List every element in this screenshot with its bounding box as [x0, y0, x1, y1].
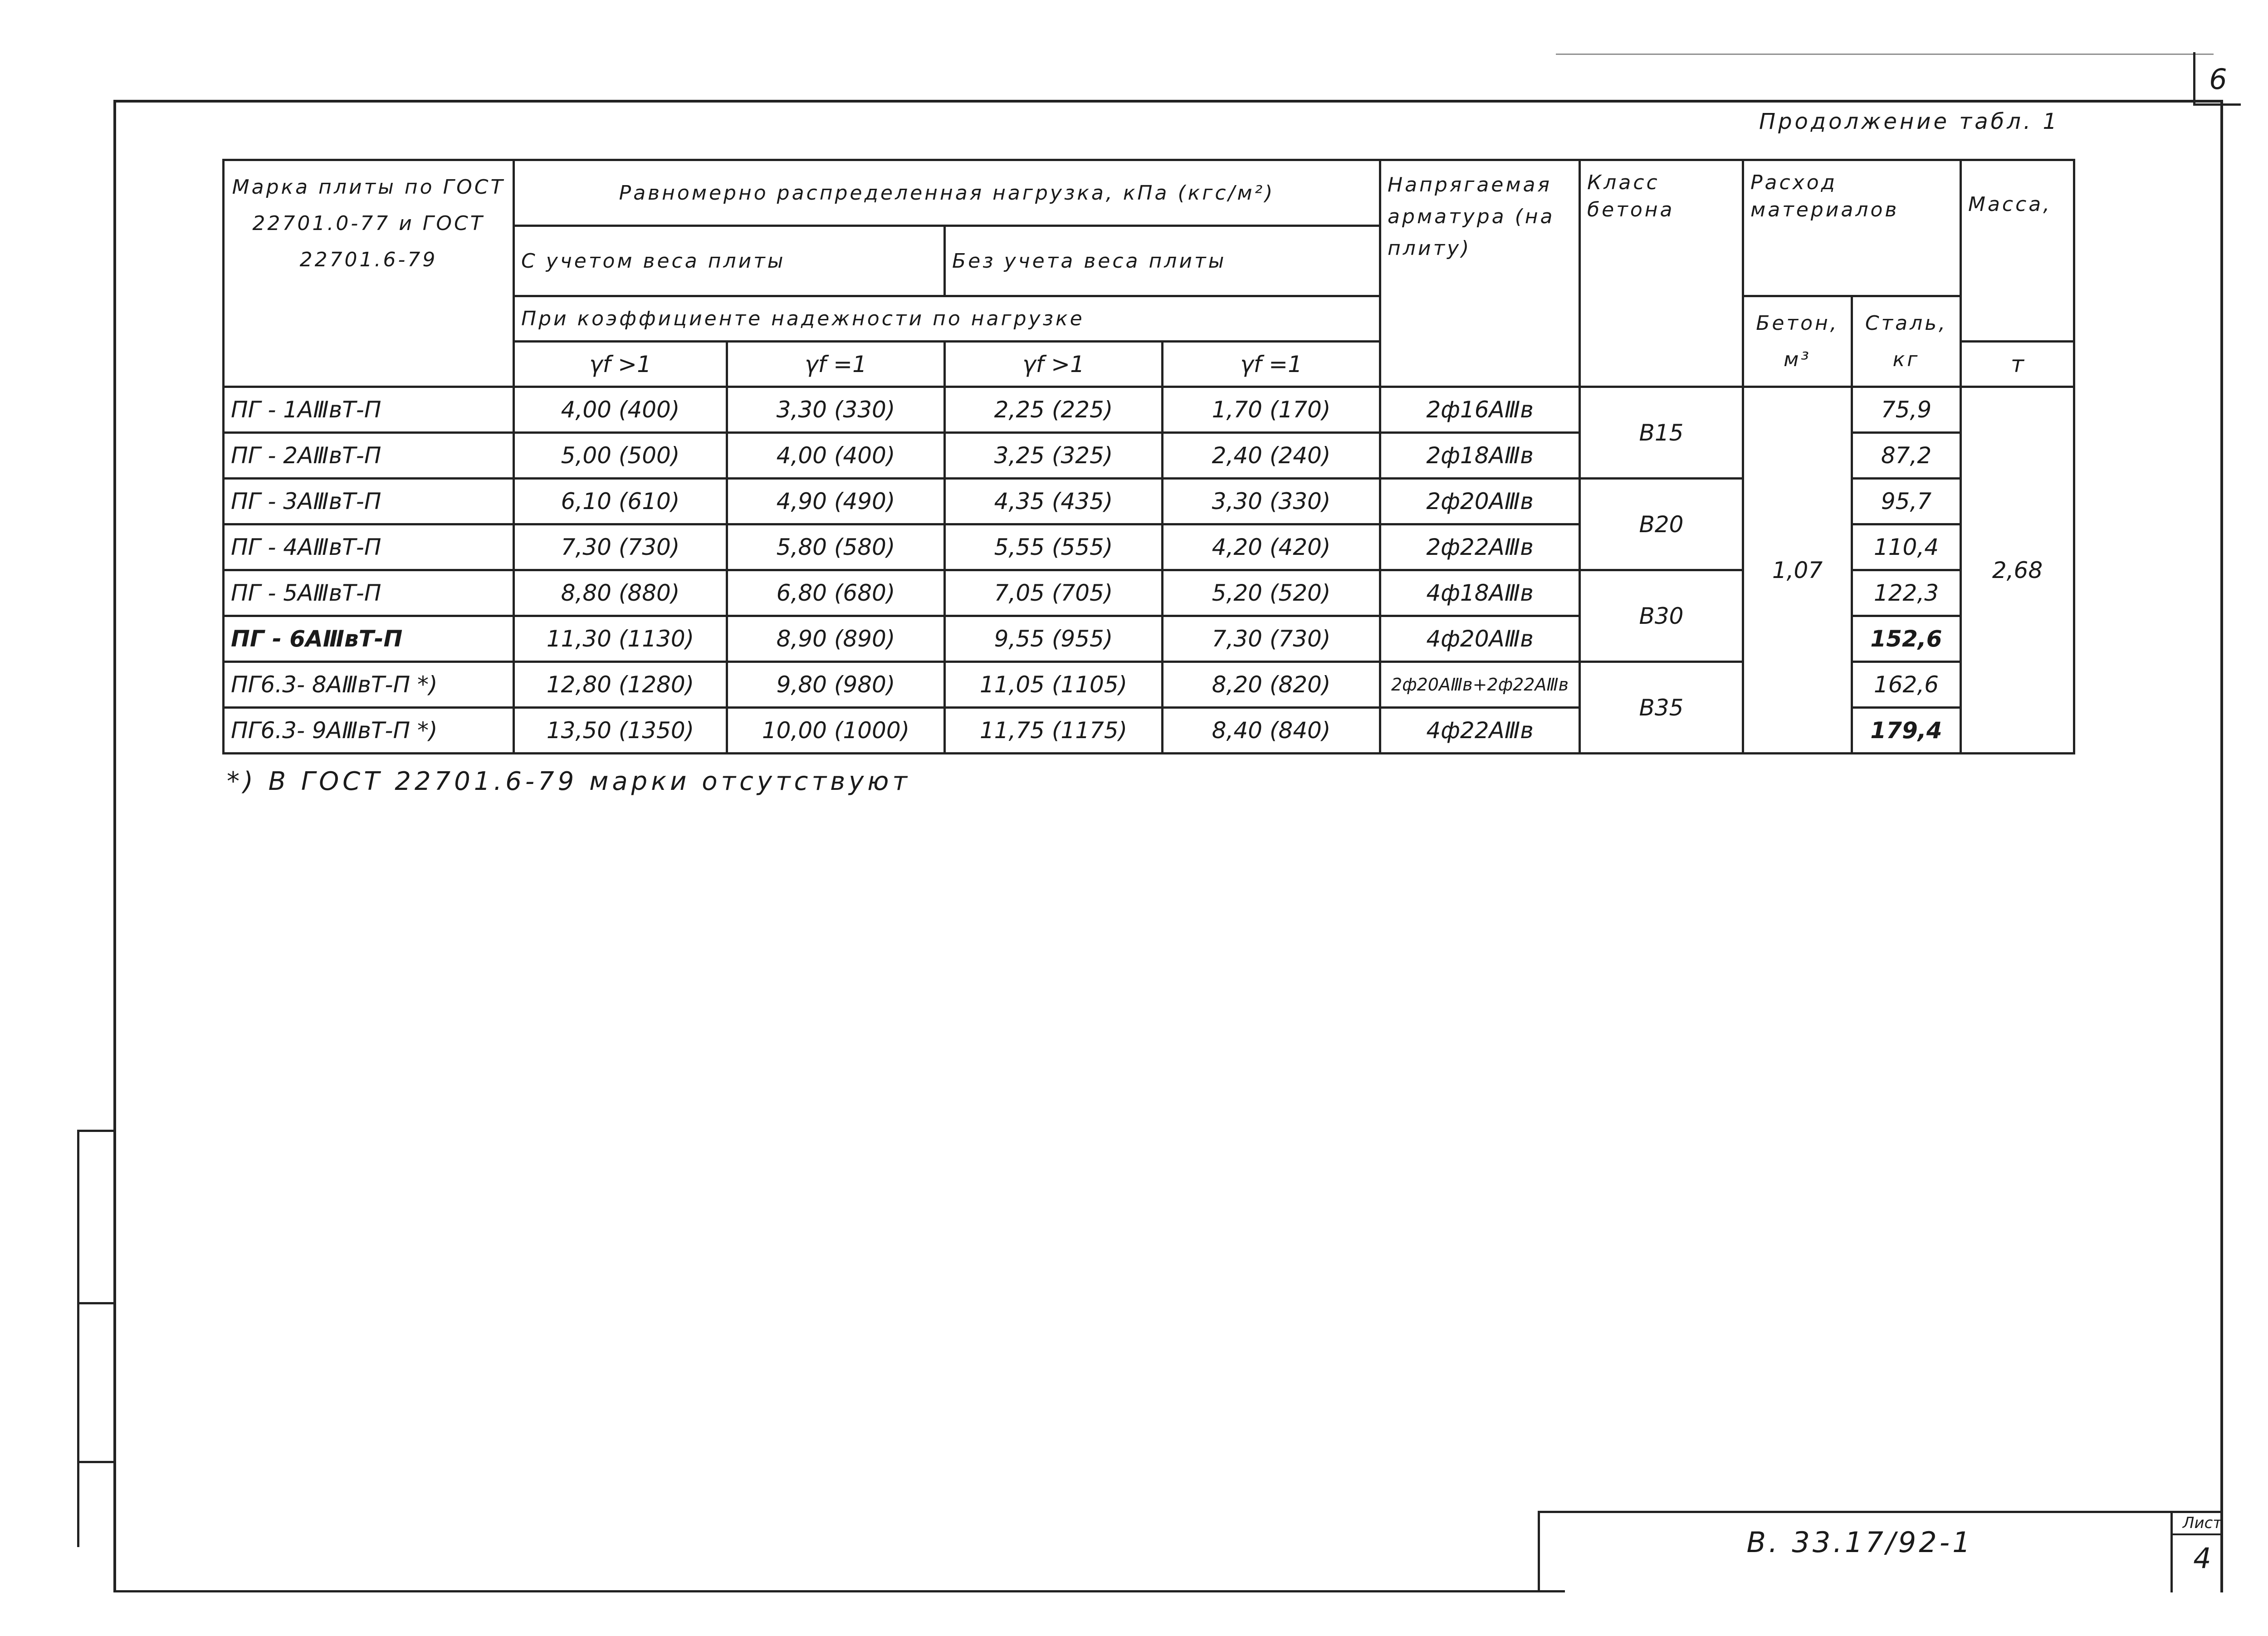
footnote: *) В ГОСТ 22701.6-79 марки отсутствуют [227, 767, 911, 796]
cell-load-a: 5,00 (500) [514, 433, 727, 479]
cell-rebar: 2ф16АⅢв [1380, 387, 1580, 433]
cell-rebar: 4ф22АⅢв [1380, 708, 1580, 754]
cell-load-b: 9,80 (980) [727, 662, 945, 708]
cell-load-d: 2,40 (240) [1163, 433, 1380, 479]
cell-rebar: 4ф20АⅢв [1380, 616, 1580, 662]
cell-load-b: 6,80 (680) [727, 570, 945, 616]
cell-load-b: 4,90 (490) [727, 479, 945, 524]
header-load-group: Равномерно распределенная нагрузка, кПа (кгс/м²) [514, 160, 1380, 226]
cell-load-b: 8,90 (890) [727, 616, 945, 662]
binding-strip-vline [77, 1130, 79, 1547]
continuation-label: Продолжение табл. 1 [1759, 109, 2059, 134]
cell-load-a: 6,10 (610) [514, 479, 727, 524]
cell-load-a: 4,00 (400) [514, 387, 727, 433]
table-row [224, 387, 2074, 433]
cell-brand: ПГ6.3- 8АⅢвТ-П *) [224, 662, 514, 708]
cell-rebar: 2ф20АⅢв [1380, 479, 1580, 524]
cell-steel: 122,3 [1852, 570, 1961, 616]
frame-right-line [2220, 100, 2223, 1592]
cell-load-b: 5,80 (580) [727, 524, 945, 570]
cell-brand: ПГ - 3АⅢвТ-П [224, 479, 514, 524]
cell-concrete-volume: 1,07 [1743, 387, 1852, 754]
header-mass-unit: т [1961, 342, 2074, 387]
header-without-weight: Без учета веса плиты [945, 226, 1380, 296]
cell-mass: 2,68 [1961, 387, 2074, 754]
cell-rebar: 2ф20АⅢв+2ф22АⅢв [1380, 662, 1580, 708]
cell-load-d: 3,30 (330) [1163, 479, 1380, 524]
sheet-number: 4 [2193, 1542, 2211, 1575]
title-block-sheet-hline [2170, 1533, 2223, 1535]
title-block-top [1538, 1511, 2223, 1513]
cell-load-d: 4,20 (420) [1163, 524, 1380, 570]
cell-steel: 152,6 [1852, 616, 1961, 662]
cell-concrete-class: В15 [1580, 387, 1743, 479]
cell-brand: ПГ - 5АⅢвТ-П [224, 570, 514, 616]
header-reliability: При коэффициенте надежности по нагрузке [514, 296, 1380, 342]
cell-load-d: 1,70 (170) [1163, 387, 1380, 433]
cell-rebar: 4ф18АⅢв [1380, 570, 1580, 616]
cell-load-d: 5,20 (520) [1163, 570, 1380, 616]
header-gamma-gt1-b: γf >1 [945, 342, 1163, 387]
cell-concrete-class: В35 [1580, 662, 1743, 754]
header-mass: Масса, [1961, 160, 2074, 342]
cell-brand: ПГ - 1АⅢвТ-П [224, 387, 514, 433]
header-brand: Марка плиты по ГОСТ 22701.0-77 и ГОСТ 22701.6-79 [224, 160, 514, 387]
header-concrete-class: Класс бетона [1580, 160, 1743, 387]
sheet-corner-number: 6 [2209, 63, 2227, 96]
cell-rebar: 2ф22АⅢв [1380, 524, 1580, 570]
plate-load-table [222, 159, 2075, 754]
cell-steel: 110,4 [1852, 524, 1961, 570]
cell-brand: ПГ - 2АⅢвТ-П [224, 433, 514, 479]
header-rebar: Напрягаемая арматура (на плиту) [1380, 160, 1580, 387]
frame-top-line [113, 100, 2223, 103]
cell-load-c: 2,25 (225) [945, 387, 1163, 433]
cell-steel: 162,6 [1852, 662, 1961, 708]
cell-load-d: 8,40 (840) [1163, 708, 1380, 754]
cell-load-b: 10,00 (1000) [727, 708, 945, 754]
cell-brand: ПГ - 6АⅢвТ-П [224, 616, 514, 662]
cell-load-a: 13,50 (1350) [514, 708, 727, 754]
frame-left-line [113, 100, 116, 1592]
cell-load-c: 11,05 (1105) [945, 662, 1163, 708]
header-steel-sub: Сталь, кг [1852, 296, 1961, 387]
cell-load-a: 7,30 (730) [514, 524, 727, 570]
cell-steel: 75,9 [1852, 387, 1961, 433]
document-code: В. 33.17/92-1 [1746, 1526, 1973, 1559]
cell-load-a: 11,30 (1130) [514, 616, 727, 662]
frame-bottom-line [113, 1590, 1565, 1592]
cell-brand: ПГ6.3- 9АⅢвТ-П *) [224, 708, 514, 754]
cell-concrete-class: В30 [1580, 570, 1743, 662]
cell-steel: 87,2 [1852, 433, 1961, 479]
header-gamma-eq1-b: γf =1 [1163, 342, 1380, 387]
cell-load-c: 9,55 (955) [945, 616, 1163, 662]
cell-load-a: 12,80 (1280) [514, 662, 727, 708]
cell-load-d: 7,30 (730) [1163, 616, 1380, 662]
cell-load-c: 5,55 (555) [945, 524, 1163, 570]
cell-load-b: 4,00 (400) [727, 433, 945, 479]
binding-strip-hline-1 [77, 1130, 114, 1132]
header-materials: Расход материалов [1743, 160, 1961, 296]
top-edge-line [1556, 54, 2214, 55]
cell-load-c: 11,75 (1175) [945, 708, 1163, 754]
header-with-weight: С учетом веса плиты [514, 226, 945, 296]
cell-brand: ПГ - 4АⅢвТ-П [224, 524, 514, 570]
binding-strip-hline-2 [77, 1302, 114, 1304]
cell-load-c: 7,05 (705) [945, 570, 1163, 616]
sheet-label: Лист [2182, 1514, 2222, 1532]
header-gamma-gt1: γf >1 [514, 342, 727, 387]
title-block-left [1538, 1511, 1540, 1592]
header-concrete-sub: Бетон, м³ [1743, 296, 1852, 387]
cell-load-b: 3,30 (330) [727, 387, 945, 433]
cell-load-d: 8,20 (820) [1163, 662, 1380, 708]
cell-load-a: 8,80 (880) [514, 570, 727, 616]
header-gamma-eq1: γf =1 [727, 342, 945, 387]
cell-rebar: 2ф18АⅢв [1380, 433, 1580, 479]
cell-load-c: 4,35 (435) [945, 479, 1163, 524]
cell-concrete-class: В20 [1580, 479, 1743, 570]
cell-steel: 95,7 [1852, 479, 1961, 524]
binding-strip-hline-3 [77, 1461, 114, 1463]
cell-steel: 179,4 [1852, 708, 1961, 754]
cell-load-c: 3,25 (325) [945, 433, 1163, 479]
